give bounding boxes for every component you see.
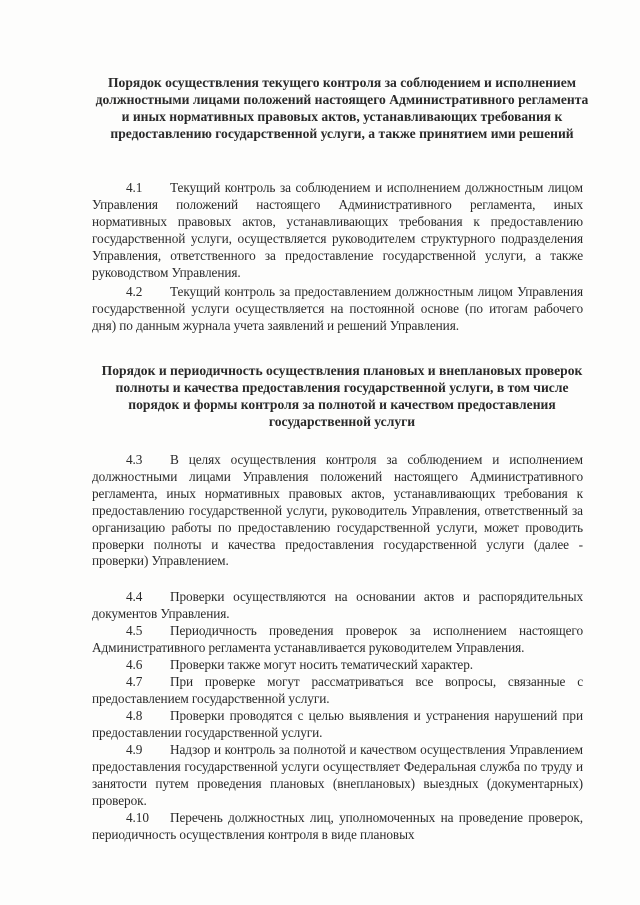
paragraph-4-5 [92,623,583,657]
paragraph-text: Надзор и контроль за полнотой и качеством осуществления Управлением предоставления государственной услуги осуществляет Федеральная служба по труду и занятости путем проведения плановых (внеплановых) выездных (документарных) проверок. [92,742,583,808]
paragraph-4-7 [92,674,583,708]
paragraph-text: Проверки также могут носить тематический характер. [170,657,473,672]
paragraph-text: Текущий контроль за соблюдением и исполнением должностным лицом Управления положений настоящего Административного регламента, иных нормативных правовых актов, устанавливающих требования к предоставлению государственной услуги, осуществляется руководителем структурного подразделения Управления, ответственного за предоставление государственной услуги, а также руководством Управления. [92,180,583,280]
paragraph-text: Проверки проводятся с целью выявления и устранения нарушений при предоставлении государственной услуги. [92,708,583,740]
paragraph-4-9 [92,742,583,810]
paragraph-4-8 [92,708,583,742]
paragraph-text: Проверки осуществляются на основании актов и распорядительных документов Управления. [92,589,583,621]
paragraph-number: 4.7 [126,674,143,689]
paragraph-text: При проверке могут рассматриваться все вопросы, связанные с предоставлением государственной услуги. [92,674,583,706]
paragraph-text: В целях осуществления контроля за соблюдением и исполнением должностными лицами Управления положений настоящего Административного регламента, иных нормативных правовых актов, устанавливающих требования к предоставлению государственной услуги, руководитель Управления, ответственный за организацию работы по предоставлению государственной услуги, может проводить проверки полноты и качества предоставления государственной услуги (далее - проверки) Управлением. [92,452,583,569]
paragraph-number: 4.3 [126,452,143,467]
paragraph-text: Текущий контроль за предоставлением должностным лицом Управления государственной услуги осуществляется на постоянной основе (по итогам рабочего дня) по данным журнала учета заявлений и решений Управления. [92,284,583,333]
section-heading-inspections: Порядок и периодичность осуществления плановых и внеплановых проверок полноты и качества предоставления государственной услуги, в том числе порядок и формы контроля за полнотой и качеством предоставления государственной услуги [101,363,583,429]
paragraph-text: Периодичность проведения проверок за исполнением настоящего Административного регламента устанавливается руководителем Управления. [92,623,583,655]
paragraph-text: Перечень должностных лиц, уполномоченных на проведение проверок, периодичность осуществления контроля в виде плановых [92,810,583,842]
paragraph-number: 4.1 [126,180,143,195]
section-heading-current-control: Порядок осуществления текущего контроля за соблюдением и исполнением должностными лицами положений настоящего Административного регламента и иных нормативных правовых актов, устанавливающих требования к предоставлению государственной услуги, а также принятием ими решений [95,75,589,141]
paragraph-number: 4.5 [126,623,143,638]
paragraph-number: 4.10 [126,810,149,825]
paragraph-number: 4.9 [126,742,143,757]
paragraph-number: 4.4 [126,589,143,604]
paragraph-number: 4.8 [126,708,143,723]
paragraph-4-3 [92,452,583,570]
paragraph-4-4 [92,589,583,623]
paragraph-4-1 [92,180,583,281]
paragraph-4-10 [92,810,583,844]
paragraph-number: 4.2 [126,284,143,299]
paragraph-number: 4.6 [126,657,143,672]
paragraph-4-6 [92,657,583,674]
paragraph-4-2 [92,284,583,335]
